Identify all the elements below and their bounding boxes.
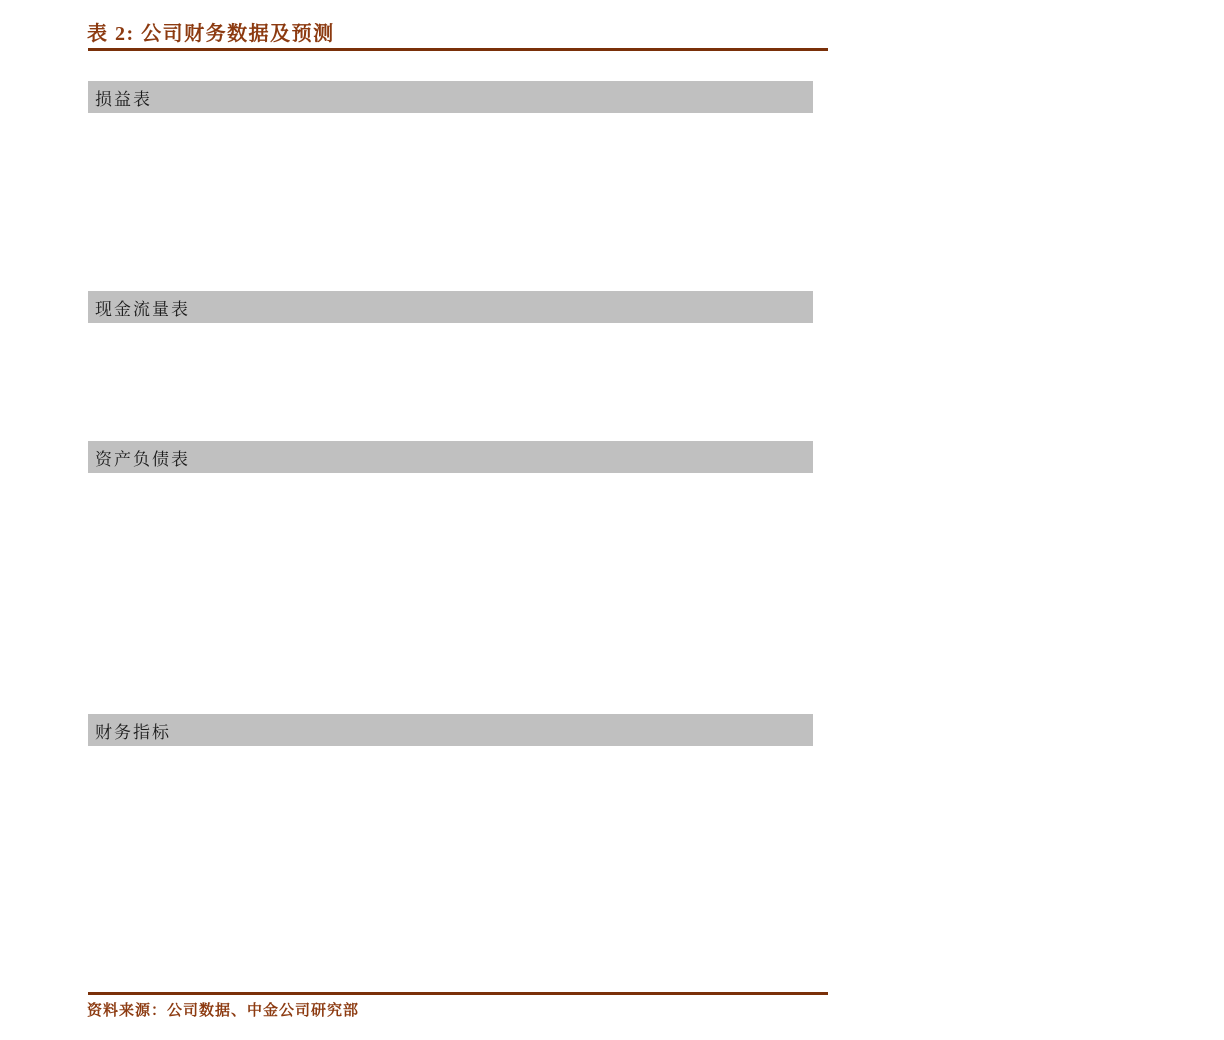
section-header-label: 现金流量表 [95,299,190,319]
title-divider-rule [88,48,828,51]
section-header-label: 损益表 [95,89,152,109]
section-header-financial-indicators [88,714,813,746]
section-header-label: 财务指标 [95,722,171,742]
section-header-income-statement [88,81,813,113]
table-title: 表 2: 公司财务数据及预测 [87,23,335,45]
section-header-label: 资产负债表 [95,449,190,469]
section-header-balance-sheet [88,441,813,473]
source-note: 资料来源：公司数据、中金公司研究部 [87,1003,360,1019]
footer-divider-rule [88,992,828,995]
section-header-cash-flow-statement [88,291,813,323]
